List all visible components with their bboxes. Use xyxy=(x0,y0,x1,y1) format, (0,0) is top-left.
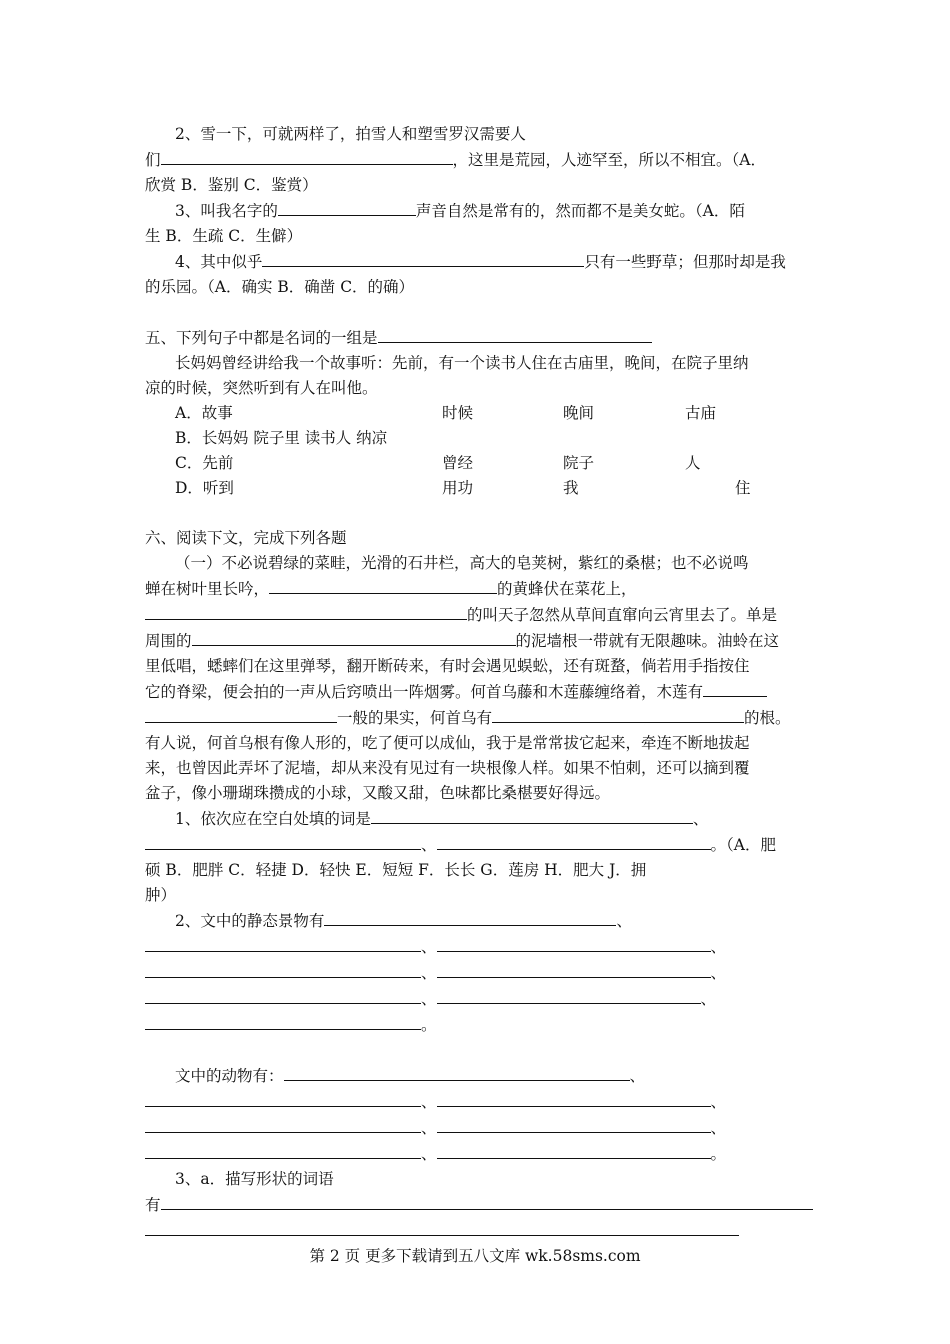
q6-sub3-line3 xyxy=(145,1218,813,1244)
q6-passage-line4: 周围的 的泥墙根一带就有无限趣味。油蛉在这 xyxy=(145,628,813,654)
answer-blank[interactable] xyxy=(145,1141,421,1159)
answer-blank[interactable] xyxy=(492,705,744,723)
page-footer: 第 2 页 更多下载请到五八文库 wk.58sms.com xyxy=(309,1247,641,1265)
answer-blank[interactable] xyxy=(437,832,711,850)
q4-item3-options: 生 B．生疏 C．生僻） xyxy=(145,227,303,245)
answer-blank[interactable] xyxy=(324,908,616,926)
q6-sub2-animals-line3: 、 、 xyxy=(145,1115,813,1141)
q6-sub2-animals-line1: 文中的动物有： 、 xyxy=(145,1063,813,1089)
answer-blank[interactable] xyxy=(278,198,416,216)
q5-option-c: C．先前 曾经 院子 人 xyxy=(175,454,701,472)
q4-item4-line1: 4、其中似乎 只有一些野草；但那时却是我 xyxy=(145,249,813,275)
q6-sub2-static-line4: 、 、 xyxy=(145,986,813,1012)
answer-blank[interactable] xyxy=(145,1115,421,1133)
worksheet-page xyxy=(145,122,813,1244)
q6-passage-line3: 的叫天子忽然从草间直窜向云宵里去了。单是 xyxy=(145,602,813,628)
q4-item3-line1: 3、叫我名字的 声音自然是常有的，然而都不是美女蛇。（A．陌 xyxy=(145,198,813,224)
answer-blank[interactable] xyxy=(145,705,337,723)
q5-text-line1: 长妈妈曾经讲给我一个故事听：先前，有一个读书人住在古庙里，晚间，在院子里纳 xyxy=(175,354,749,372)
answer-blank[interactable] xyxy=(145,602,467,620)
q6-passage-line6: 它的脊梁，便会拍的一声从后窍喷出一阵烟雾。何首乌藤和木莲藤缠络着，木莲有 xyxy=(145,679,813,705)
q4-item4-options: 的乐园。（A．确实 B．确凿 C．的确） xyxy=(145,278,415,296)
q6-passage-line1: （一）不必说碧绿的菜畦，光滑的石井栏，高大的皂荚树，紫红的桑椹；也不必说鸣 xyxy=(175,554,749,572)
answer-blank[interactable] xyxy=(437,934,711,952)
q6-sub1-line1: 1、依次应在空白处填的词是 、 xyxy=(145,806,813,832)
q5-text-line2: 凉的时候，突然听到有人在叫他。 xyxy=(145,379,378,397)
answer-blank[interactable] xyxy=(145,1218,739,1236)
answer-blank[interactable] xyxy=(437,986,701,1004)
q6-sub2-static-line1: 2、文中的静态景物有 、 xyxy=(145,908,813,934)
q4-item2-line2: 们 ，这里是荒园，人迹罕至，所以不相宜。（A． xyxy=(145,147,813,173)
answer-blank[interactable] xyxy=(269,576,497,594)
q6-sub2-animals-line4: 、 。 xyxy=(145,1141,813,1167)
answer-blank[interactable] xyxy=(437,1141,711,1159)
answer-blank[interactable] xyxy=(161,1192,813,1210)
q5-title: 五、下列句子中都是名词的一组是 xyxy=(145,325,813,351)
q6-passage-line2: 蝉在树叶里长吟， 的黄蜂伏在菜花上， xyxy=(145,576,813,602)
q4-item2-line1: 2、雪一下，可就两样了，拍雪人和塑雪罗汉需要人 xyxy=(175,125,526,143)
q6-passage-line9: 来，也曾因此弄坏了泥墙，却从来没有见过有一块根像人样。如果不怕刺，还可以摘到覆 xyxy=(145,759,750,777)
answer-blank[interactable] xyxy=(378,325,652,343)
q5-option-a: A．故事 时候 晚间 古庙 xyxy=(175,404,717,422)
q6-passage-line7: 一般的果实，何首乌有 的根。 xyxy=(145,705,813,731)
answer-blank[interactable] xyxy=(145,960,421,978)
answer-blank[interactable] xyxy=(145,986,421,1004)
q6-passage-line8: 有人说，何首乌根有像人形的，吃了便可以成仙，我于是常常拔它起来，牵连不断地拔起 xyxy=(145,734,750,752)
q6-sub2-static-line3: 、 、 xyxy=(145,960,813,986)
answer-blank[interactable] xyxy=(145,934,421,952)
answer-blank[interactable] xyxy=(437,960,711,978)
q5-option-d: D．听到 用功 我 住 xyxy=(175,479,751,497)
answer-blank[interactable] xyxy=(284,1063,630,1081)
q6-sub3-line1: 3、a．描写形状的词语 xyxy=(175,1170,334,1188)
answer-blank[interactable] xyxy=(371,806,693,824)
answer-blank[interactable] xyxy=(192,628,516,646)
answer-blank[interactable] xyxy=(262,249,584,267)
q6-passage-line5: 里低唱，蟋蟀们在这里弹琴，翻开断砖来，有时会遇见蜈蚣，还有斑蝥，倘若用手指按住 xyxy=(145,657,750,675)
answer-blank[interactable] xyxy=(145,832,421,850)
answer-blank[interactable] xyxy=(145,1089,421,1107)
q6-sub1-options-end: 肿） xyxy=(145,886,177,904)
q6-sub1-options: 硕 B．肥胖 C．轻捷 D．轻快 E．短短 F．长长 G．莲房 H．肥大 J．拥 xyxy=(145,861,647,879)
q6-sub2-static-line2: 、 、 xyxy=(145,934,813,960)
q6-sub2-animals-line2: 、 、 xyxy=(145,1089,813,1115)
answer-blank[interactable] xyxy=(437,1115,711,1133)
q5-option-b: B．长妈妈 院子里 读书人 纳凉 xyxy=(175,429,388,447)
answer-blank[interactable] xyxy=(145,1012,421,1030)
q6-sub2-static-line5: 。 xyxy=(145,1012,813,1038)
answer-blank[interactable] xyxy=(437,1089,711,1107)
answer-blank[interactable] xyxy=(161,147,453,165)
q6-title: 六、阅读下文，完成下列各题 xyxy=(145,529,347,547)
q6-sub3-line2: 有 xyxy=(145,1192,813,1218)
q6-passage-line10: 盆子，像小珊瑚珠攒成的小球，又酸又甜，色味都比桑椹要好得远。 xyxy=(145,784,611,802)
q4-item2-options: 欣赏 B．鉴别 C．鉴赏） xyxy=(145,176,318,194)
answer-blank[interactable] xyxy=(703,679,767,697)
q6-sub1-line2: 、 。（A．肥 xyxy=(145,832,813,858)
